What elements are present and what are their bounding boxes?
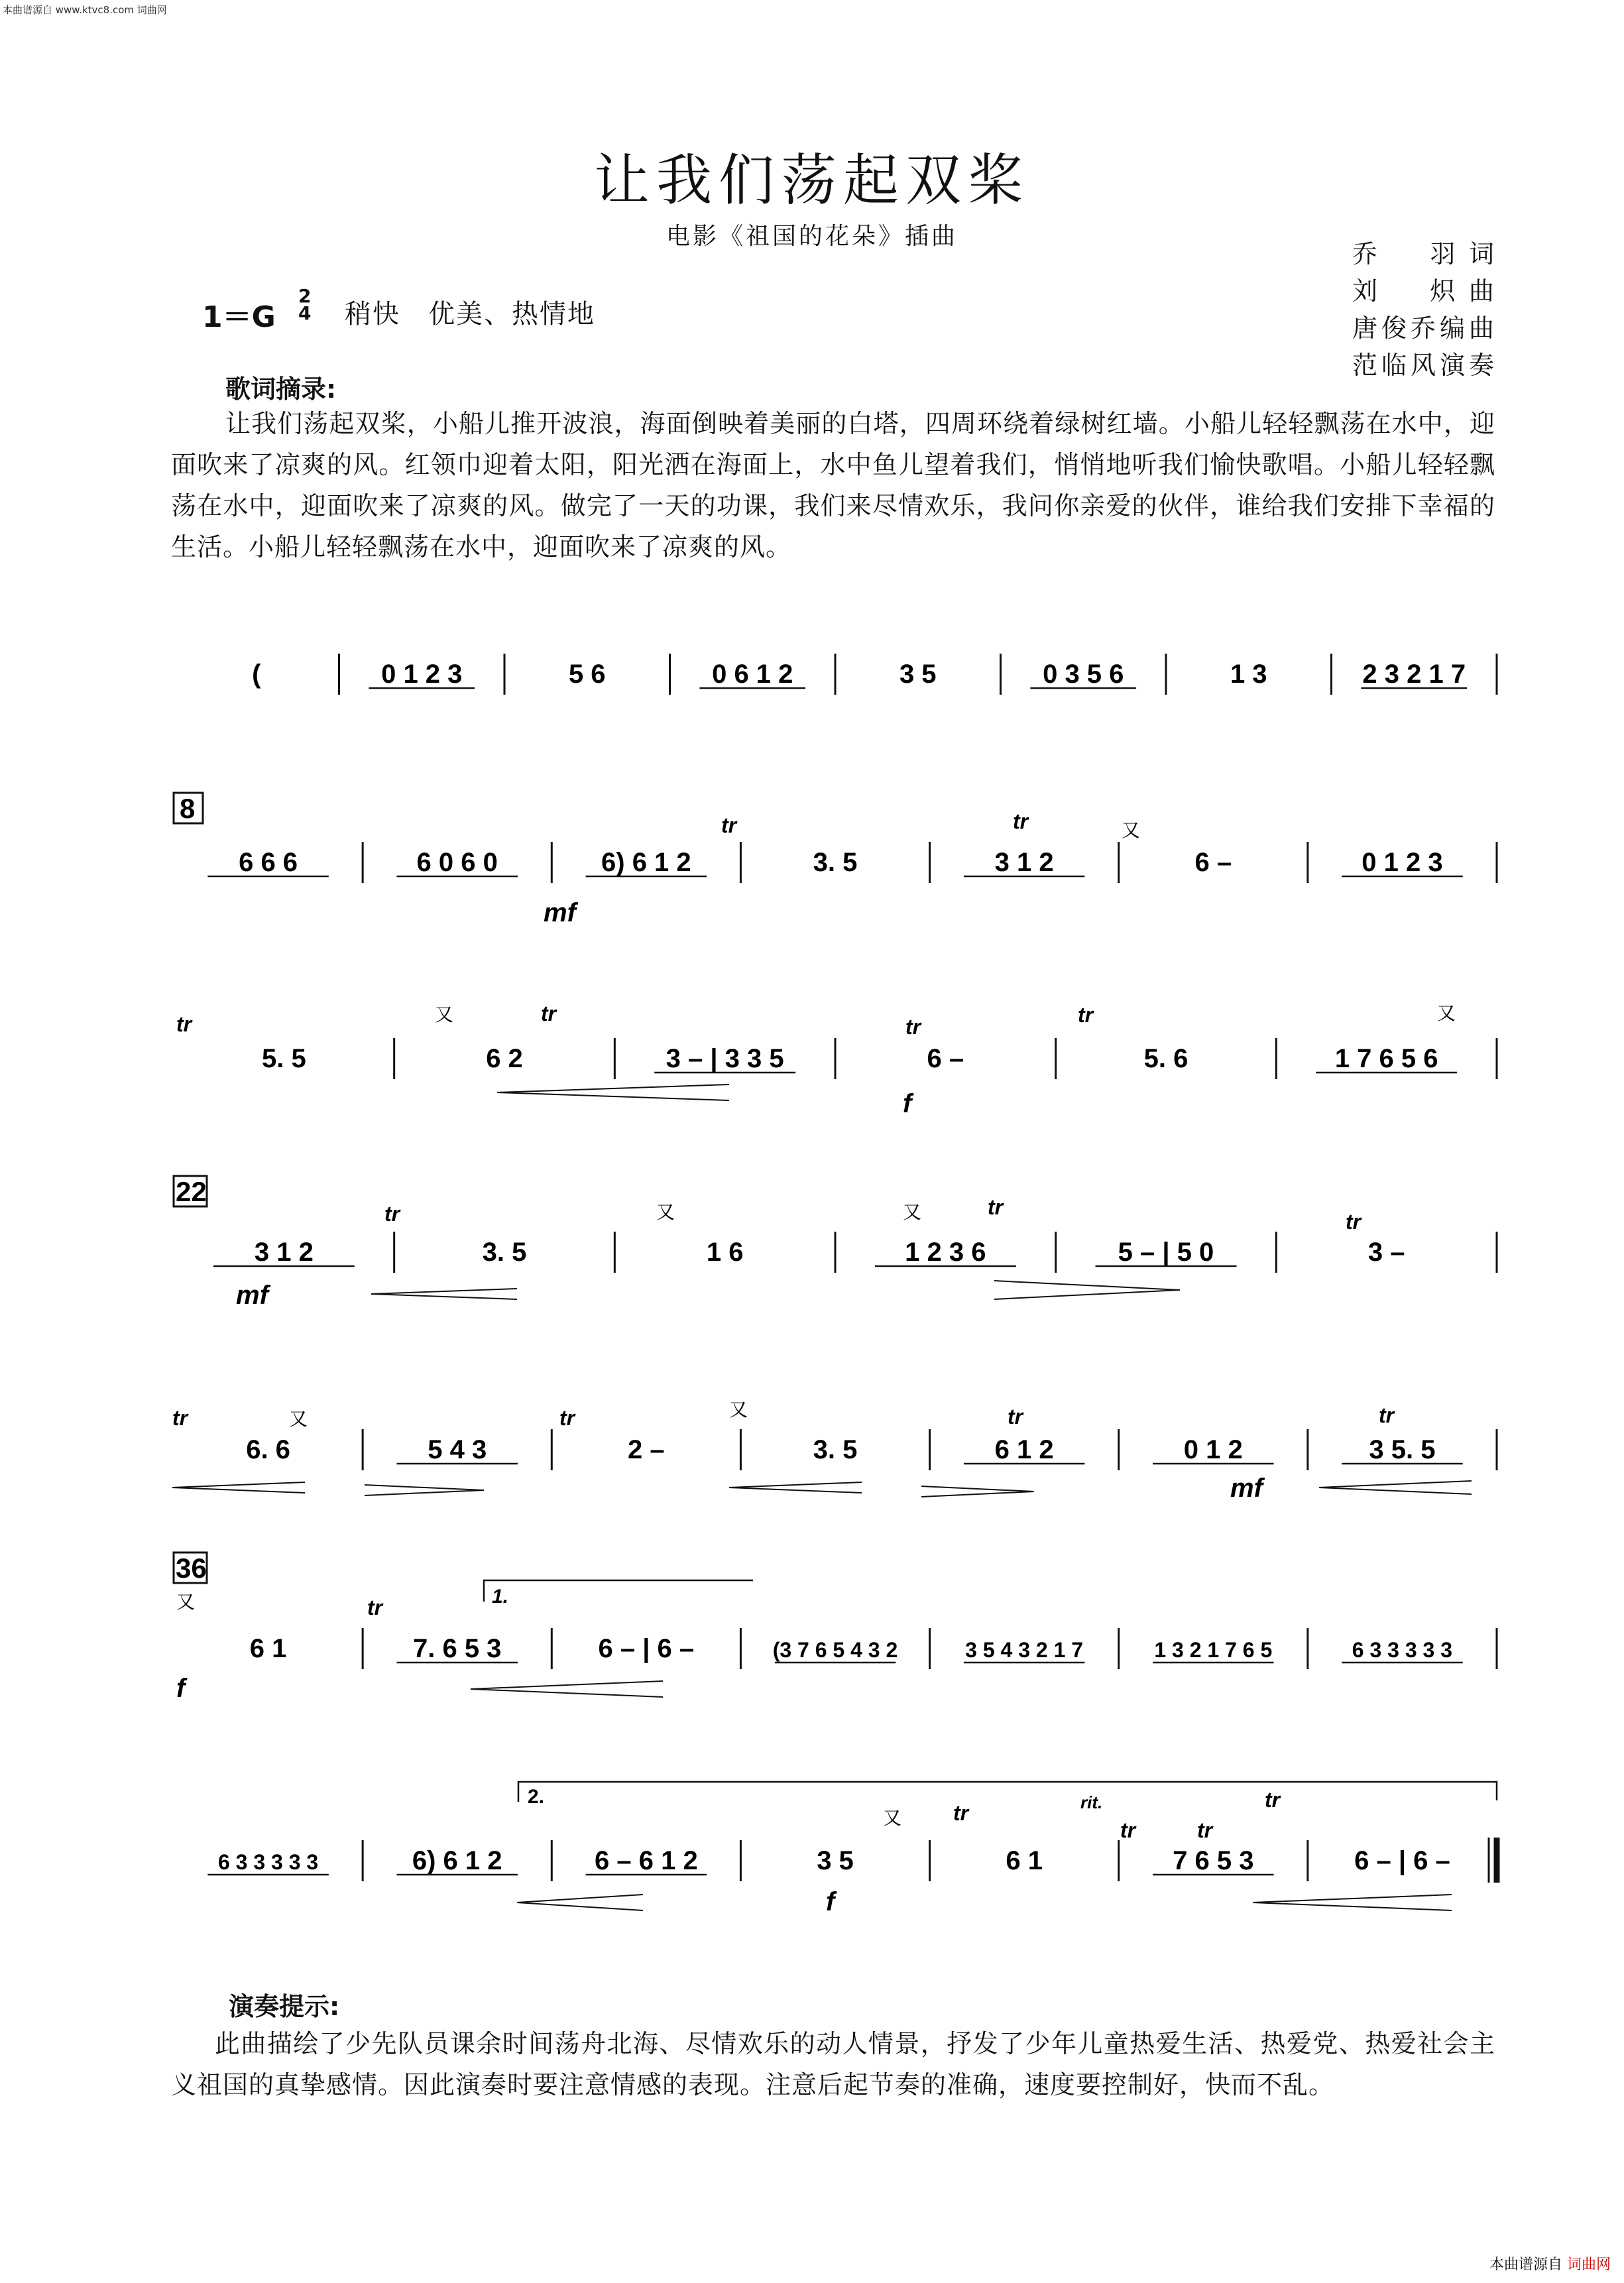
- measure-r3-m2: 6 2: [486, 1044, 523, 1073]
- breath-3: 又: [1437, 1003, 1456, 1024]
- credit-arranger: 唐俊乔编曲: [1352, 314, 1499, 343]
- breath-4: 又: [656, 1202, 675, 1222]
- measure-r6-m2: 7. 6 5 3: [412, 1634, 502, 1663]
- trill-15: tr: [953, 1801, 969, 1825]
- dynamic-mf-2: mf: [236, 1281, 268, 1310]
- measure-r1-m7: 1 3: [1230, 660, 1267, 689]
- measure-r1-m4: 0 6 1 2: [712, 660, 793, 689]
- measure-r7-m3: 6 – 6 1 2: [595, 1846, 698, 1875]
- notes-text: 此曲描绘了少先队员课余时间荡舟北海、尽情欢乐的动人情景，抒发了少年儿童热爱生活、热爱党、热爱社会主义祖国的真挚感情。因此演奏时要注意情感的表现。注意后起节奏的准确，速度要控制好，快而不乱。: [171, 2029, 1495, 2099]
- rehearsal-marks: [174, 793, 207, 1584]
- credit-lyricist: 乔 羽词: [1352, 239, 1498, 268]
- measure-r4-m4: 1 2 3 6: [905, 1238, 986, 1267]
- measure-r3-m6: 1 7 6 5 6: [1334, 1044, 1438, 1073]
- trill-4: tr: [541, 1002, 557, 1025]
- rehearsal-mark-36: 36: [176, 1552, 207, 1584]
- trill-1: tr: [721, 813, 737, 837]
- measure-r6-m7: 6 3 3 3 3 3: [1352, 1638, 1453, 1662]
- tempo-marking: 稍快 优美、热情地: [345, 299, 595, 329]
- measure-r7-m1: 6 3 3 3 3 3: [217, 1850, 319, 1874]
- dynamic-f-2: f: [176, 1674, 186, 1703]
- trill-14: tr: [367, 1596, 383, 1619]
- dynamic-f-1: f: [903, 1089, 912, 1118]
- watermark-top: 本曲谱源自 www.ktvc8.com 词曲网: [3, 4, 167, 16]
- measure-r7-m2: 6) 6 1 2: [412, 1846, 502, 1875]
- key-signature: 1＝G: [202, 300, 276, 334]
- measure-r5-m6: 0 1 2: [1183, 1435, 1243, 1464]
- measure-r7-m7: 6 – | 6 –: [1354, 1846, 1450, 1875]
- breath-1: 又: [1122, 820, 1141, 841]
- volta-2: 2.: [528, 1786, 545, 1808]
- measure-r3-m5: 5. 6: [1143, 1044, 1189, 1073]
- measure-r6-m6: 1 3 2 1 7 6 5: [1154, 1638, 1273, 1662]
- trill-18: tr: [1265, 1788, 1281, 1812]
- trill-7: tr: [384, 1202, 400, 1226]
- measure-r2-m4: 3. 5: [813, 848, 858, 877]
- voltas: [484, 1580, 1497, 1802]
- measure-r5-m2: 5 4 3: [428, 1435, 487, 1464]
- score-rows: [207, 654, 1497, 1883]
- measure-r5-m3: 2 –: [628, 1435, 665, 1464]
- measure-r5-m7: 3 5. 5: [1369, 1435, 1436, 1464]
- trill-9: tr: [1346, 1210, 1362, 1234]
- trill-13: tr: [1379, 1403, 1395, 1427]
- volta-1: 1.: [492, 1586, 509, 1608]
- measure-r1-m1: (: [252, 660, 261, 689]
- time-top: 2: [298, 285, 312, 307]
- measure-r1-m3: 5 6: [568, 660, 606, 689]
- rit-mark: rit.: [1080, 1792, 1103, 1812]
- trill-10: tr: [172, 1406, 188, 1430]
- dynamic-f-3: f: [826, 1887, 835, 1916]
- measure-r6-m3: 6 – | 6 –: [598, 1634, 695, 1663]
- measure-r4-m5: 5 – | 5 0: [1118, 1238, 1214, 1267]
- measure-r4-m6: 3 –: [1367, 1238, 1405, 1267]
- trill-17: tr: [1197, 1818, 1213, 1842]
- trill-6: tr: [1078, 1003, 1094, 1027]
- measure-r2-m3: 6) 6 1 2: [601, 848, 691, 877]
- measure-r4-m2: 3. 5: [482, 1238, 527, 1267]
- watermark-bottom: [1489, 2253, 1611, 2274]
- measure-r7-m5: 6 1: [1006, 1846, 1043, 1875]
- notes-heading: 演奏提示:: [229, 1992, 340, 2021]
- breath-9: 又: [883, 1808, 902, 1828]
- measure-r7-m6: 7 6 5 3: [1173, 1846, 1254, 1875]
- lyrics-heading: 歌词摘录:: [225, 375, 337, 404]
- measure-r1-m2: 0 1 2 3: [381, 660, 463, 689]
- song-subtitle: 电影《祖国的花朵》插曲: [666, 223, 958, 250]
- measure-r7-m4: 3 5: [817, 1846, 854, 1875]
- dynamic-mf-3: mf: [1230, 1474, 1263, 1503]
- measure-r1-m5: 3 5: [899, 660, 937, 689]
- measure-r2-m6: 6 –: [1194, 848, 1232, 877]
- measure-r6-m5: 3 5 4 3 2 1 7: [965, 1638, 1084, 1662]
- measure-r6-m1: 6 1: [249, 1634, 287, 1663]
- measure-r2-m7: 0 1 2 3: [1362, 848, 1443, 877]
- measure-r4-m1: 3 1 2: [254, 1238, 314, 1267]
- trill-5: tr: [905, 1015, 921, 1039]
- breath-2: 又: [435, 1004, 454, 1025]
- measure-r2-m5: 3 1 2: [994, 848, 1054, 877]
- credit-composer: 刘 炽曲: [1352, 276, 1498, 306]
- breath-7: 又: [729, 1399, 748, 1420]
- measure-r3-m4: 6 –: [927, 1044, 964, 1073]
- breath-marks: [176, 820, 1456, 1828]
- measure-r4-m3: 1 6: [706, 1238, 744, 1267]
- song-title: 让我们荡起双桨: [593, 148, 1030, 213]
- trill-2: tr: [1013, 809, 1029, 833]
- trill-12: tr: [1008, 1405, 1023, 1429]
- measure-r6-m4: (3 7 6 5 4 3 2: [772, 1638, 898, 1662]
- hairpins: [172, 1084, 1472, 1910]
- trill-11: tr: [559, 1406, 575, 1430]
- ornaments: [172, 809, 1395, 1842]
- rehearsal-mark-22: 22: [176, 1176, 207, 1207]
- rehearsal-mark-8: 8: [180, 793, 196, 824]
- measure-r5-m4: 3. 5: [813, 1435, 858, 1464]
- measure-r3-m3: 3 – | 3 3 5: [666, 1044, 784, 1073]
- watermark-bottom-a: 本曲谱源自: [1489, 2256, 1562, 2273]
- measure-r1-m8: 2 3 2 1 7: [1362, 660, 1466, 689]
- credit-performer: 范临风演奏: [1352, 351, 1499, 380]
- breath-6: 又: [289, 1409, 308, 1429]
- trill-16: tr: [1120, 1818, 1136, 1842]
- watermark-bottom-b: 词曲网: [1566, 2256, 1611, 2273]
- trill-3: tr: [176, 1012, 192, 1036]
- measure-r2-m2: 6 0 6 0: [416, 848, 498, 877]
- measure-r3-m1: 5. 5: [261, 1044, 306, 1073]
- measure-r2-m1: 6 6 6: [239, 848, 298, 877]
- breath-5: 又: [903, 1202, 922, 1222]
- time-bottom: 4: [298, 302, 312, 324]
- measure-r1-m6: 0 3 5 6: [1043, 660, 1124, 689]
- measure-r5-m1: 6. 6: [246, 1435, 290, 1464]
- lyrics-text: 让我们荡起双桨，小船儿推开波浪，海面倒映着美丽的白塔，四周环绕着绿树红墙。小船儿轻轻飘荡在水中，迎面吹来了凉爽的风。红领巾迎着太阳，阳光洒在海面上，水中鱼儿望着我们，悄悄地听我们愉快歌唱。小船儿轻轻飘荡在水中，迎面吹来了凉爽的风。做完了一天的功课，我们来尽情欢乐，我问你亲爱的伙伴，谁给我们安排下幸福的生活。小船儿轻轻飘荡在水中，迎面吹来了凉爽的风。: [171, 409, 1495, 561]
- breath-8: 又: [176, 1592, 196, 1612]
- trill-8: tr: [988, 1195, 1004, 1219]
- measure-r5-m5: 6 1 2: [994, 1435, 1054, 1464]
- dynamic-mf-1: mf: [544, 898, 576, 927]
